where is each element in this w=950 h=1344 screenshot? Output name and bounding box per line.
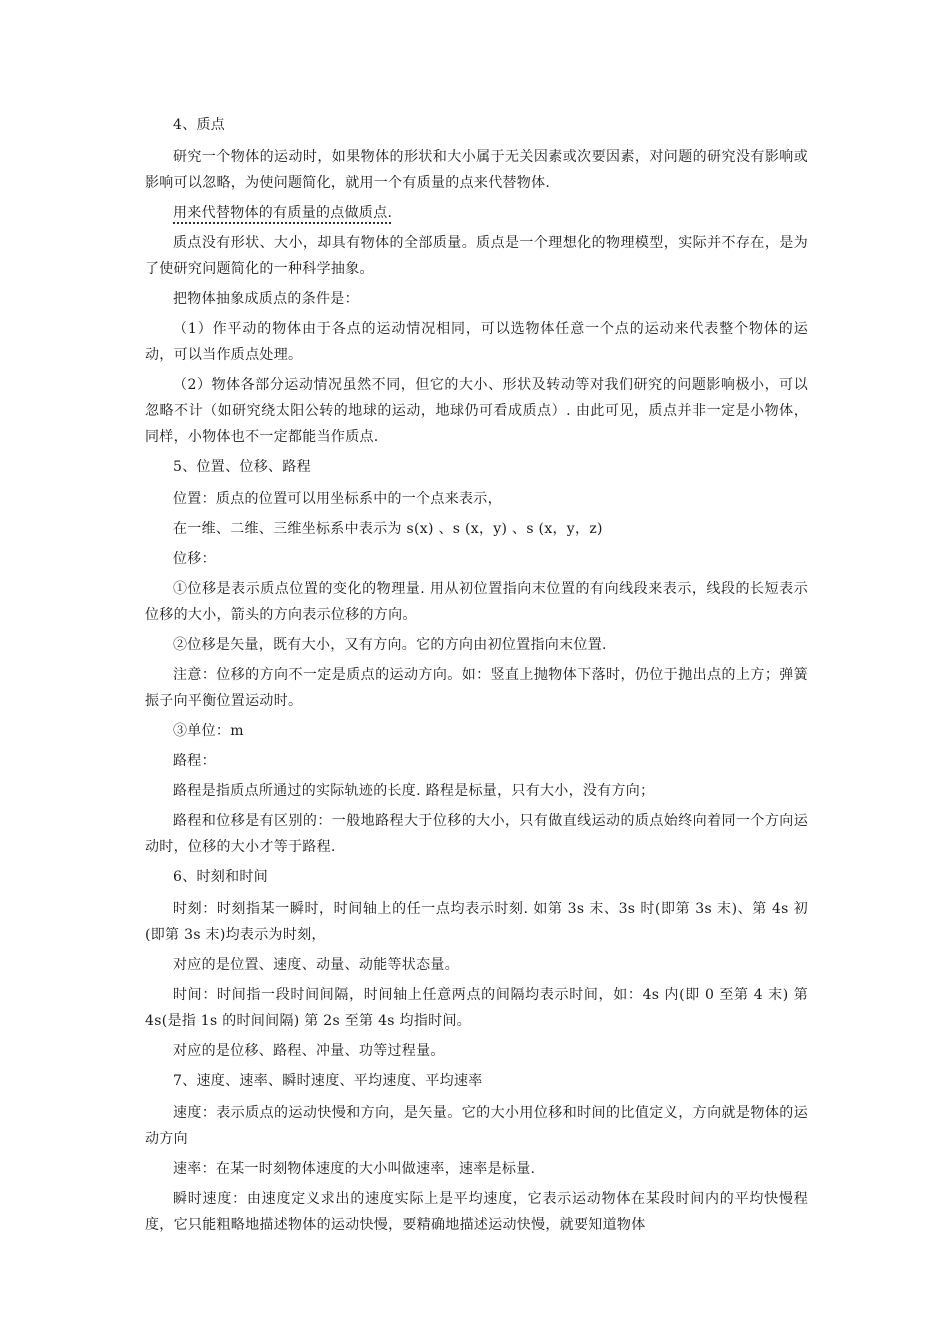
section-heading-time: 6、时刻和时间 <box>173 869 269 885</box>
paragraph: 速率：在某一时刻物体速度的大小叫做速率，速率是标量. <box>173 1161 536 1177</box>
list-item: （1）作平动的物体由于各点的运动情况相同，可以选物体任意一个点的运动来代表整个物体的运动，可以当作质点处理。 <box>145 321 808 363</box>
section-heading-position: 5、位置、位移、路程 <box>173 459 311 475</box>
emphasis-text: 用来代替物体的有质量的点做质点. <box>173 205 393 221</box>
paragraph: 时刻：时刻指某一瞬时，时间轴上的任一点均表示时刻. 如第 3s 末、3s 时(即第 3s 末)、第 4s 初(即第 3s 末)均表示为时刻， <box>145 901 808 943</box>
section-heading-particle: 4、质点 <box>173 117 226 133</box>
paragraph: 研究一个物体的运动时，如果物体的形状和大小属于无关因素或次要因素，对问题的研究没有影响或影响可以忽略，为使问题简化，就用一个有质量的点来代替物体. <box>145 149 808 191</box>
paragraph: 路程： <box>173 753 216 769</box>
section-heading-velocity: 7、速度、速率、瞬时速度、平均速度、平均速率 <box>173 1073 483 1089</box>
paragraph: 质点没有形状、大小，却具有物体的全部质量。质点是一个理想化的物理模型，实际并不存在，是为了使研究问题简化的一种科学抽象。 <box>145 235 808 277</box>
list-item: ③单位：m <box>173 723 244 739</box>
paragraph: 速度：表示质点的运动快慢和方向，是矢量。它的大小用位移和时间的比值定义，方向就是物体的运动方向 <box>145 1105 808 1147</box>
list-item: （2）物体各部分运动情况虽然不同，但它的大小、形状及转动等对我们研究的问题影响极小，可以忽略不计（如研究绕太阳公转的地球的运动，地球仍可看成质点）. 由此可见，质点并非一定是小物体，同样，小物体也不一定都能当作质点. <box>145 377 808 445</box>
paragraph: 路程和位移是有区别的：一般地路程大于位移的大小，只有做直线运动的质点始终向着同一个方向运动时，位移的大小才等于路程. <box>145 813 808 855</box>
list-item: ①位移是表示质点位置的变化的物理量. 用从初位置指向末位置的有向线段来表示，线段的长短表示位移的大小，箭头的方向表示位移的方向。 <box>145 581 808 623</box>
paragraph: 把物体抽象成质点的条件是： <box>173 291 359 307</box>
paragraph-note: 注意：位移的方向不一定是质点的运动方向。如：竖直上抛物体下落时，仍位于抛出点的上方；弹簧振子向平衡位置运动时。 <box>145 667 808 709</box>
paragraph: 对应的是位移、路程、冲量、功等过程量。 <box>173 1043 445 1059</box>
paragraph: 路程是指质点所通过的实际轨迹的长度. 路程是标量，只有大小，没有方向； <box>173 783 655 799</box>
paragraph: 在一维、二维、三维坐标系中表示为 s(x) 、s (x，y) 、s (x，y，z) <box>173 521 603 537</box>
list-item: ②位移是矢量，既有大小，又有方向。它的方向由初位置指向末位置. <box>173 637 607 653</box>
paragraph: 时间：时间指一段时间间隔，时间轴上任意两点的间隔均表示时间，如：4s 内(即 0 至第 4 末) 第 4s(是指 1s 的时间间隔) 第 2s 至第 4s 均指时间。 <box>145 987 808 1029</box>
paragraph-definition <box>145 200 808 226</box>
paragraph: 位置：质点的位置可以用坐标系中的一个点来表示， <box>173 491 502 507</box>
paragraph: 瞬时速度：由速度定义求出的速度实际上是平均速度，它表示运动物体在某段时间内的平均快慢程度，它只能粗略地描述物体的运动快慢，要精确地描述运动快慢，就要知道物体 <box>145 1191 808 1233</box>
paragraph: 对应的是位置、速度、动量、动能等状态量。 <box>173 957 459 973</box>
paragraph: 位移： <box>173 551 216 567</box>
